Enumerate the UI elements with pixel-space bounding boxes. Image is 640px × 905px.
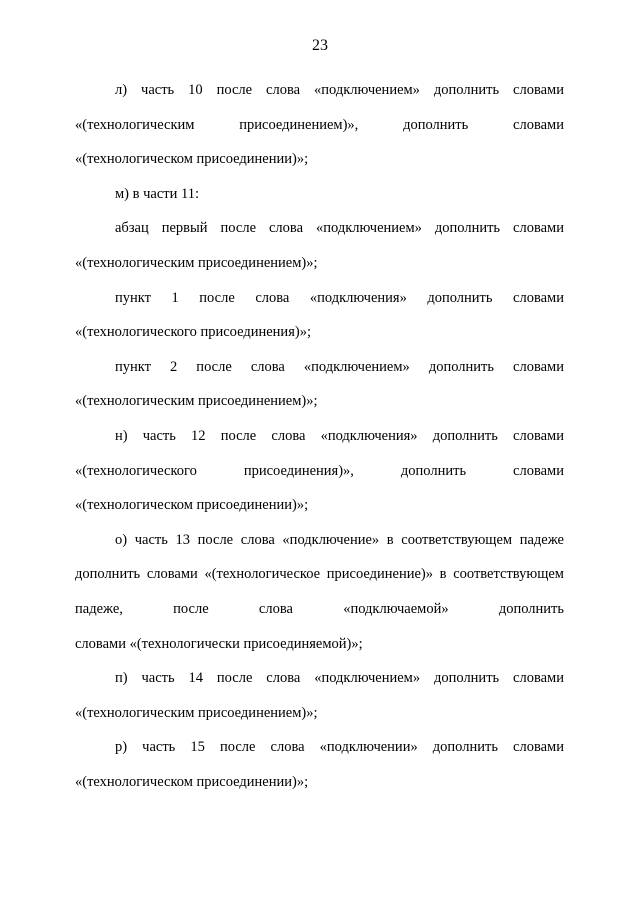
paragraph-l — [75, 73, 564, 142]
paragraph-text: «(технологическом присоединении)»; — [75, 497, 309, 514]
paragraph-text: словами «(технологически присоединяемой)»; — [75, 635, 363, 652]
paragraph-o-end — [75, 627, 564, 662]
paragraph-p-end — [75, 696, 564, 731]
paragraph-text: п) часть 14 после слова «подключением» дополнить словами — [115, 670, 564, 687]
paragraph-abzac-end — [75, 246, 564, 281]
paragraph-text: «(технологическим присоединением)»; — [75, 254, 318, 271]
paragraph-text: н) часть 12 после слова «подключения» дополнить словами «(технологического присоединения)», дополнить словами — [75, 427, 564, 479]
paragraph-m — [75, 177, 564, 212]
paragraph-text: «(технологическим присоединением)»; — [75, 704, 318, 721]
paragraph-text: «(технологического присоединения)»; — [75, 324, 311, 341]
paragraph-punkt-2-end — [75, 384, 564, 419]
paragraph-punkt-1-end — [75, 315, 564, 350]
document-body — [75, 73, 564, 799]
paragraph-text: абзац первый после слова «подключением» дополнить словами — [115, 220, 564, 237]
paragraph-text: пункт 2 после слова «подключением» дополнить словами — [115, 358, 564, 375]
paragraph-o — [75, 523, 564, 627]
paragraph-text: пункт 1 после слова «подключения» дополнить словами — [115, 289, 564, 306]
paragraph-text: «(технологическим присоединением)»; — [75, 393, 318, 410]
paragraph-text: л) часть 10 после слова «подключением» дополнить словами «(технологическим присоединением)», дополнить словами — [75, 82, 564, 133]
paragraph-text: о) часть 13 после слова «подключение» в соответствующем падеже дополнить словами «(технологическое присоединение)» в соответствующем падеже, после слова «подключаемой» дополнить — [75, 531, 564, 617]
paragraph-r-end — [75, 765, 564, 800]
paragraph-r — [75, 730, 564, 765]
paragraph-text: «(технологическом присоединении)»; — [75, 773, 309, 790]
paragraph-n-end — [75, 488, 564, 523]
page-number: 23 — [312, 37, 328, 54]
paragraph-n — [75, 419, 564, 488]
paragraph-l-end — [75, 142, 564, 177]
paragraph-text: «(технологическом присоединении)»; — [75, 151, 309, 168]
paragraph-p — [75, 661, 564, 696]
paragraph-text: р) часть 15 после слова «подключении» дополнить словами — [115, 739, 564, 756]
paragraph-punkt-2 — [75, 350, 564, 385]
paragraph-text: м) в части 11: — [115, 185, 199, 202]
paragraph-abzac — [75, 211, 564, 246]
paragraph-punkt-1 — [75, 281, 564, 316]
